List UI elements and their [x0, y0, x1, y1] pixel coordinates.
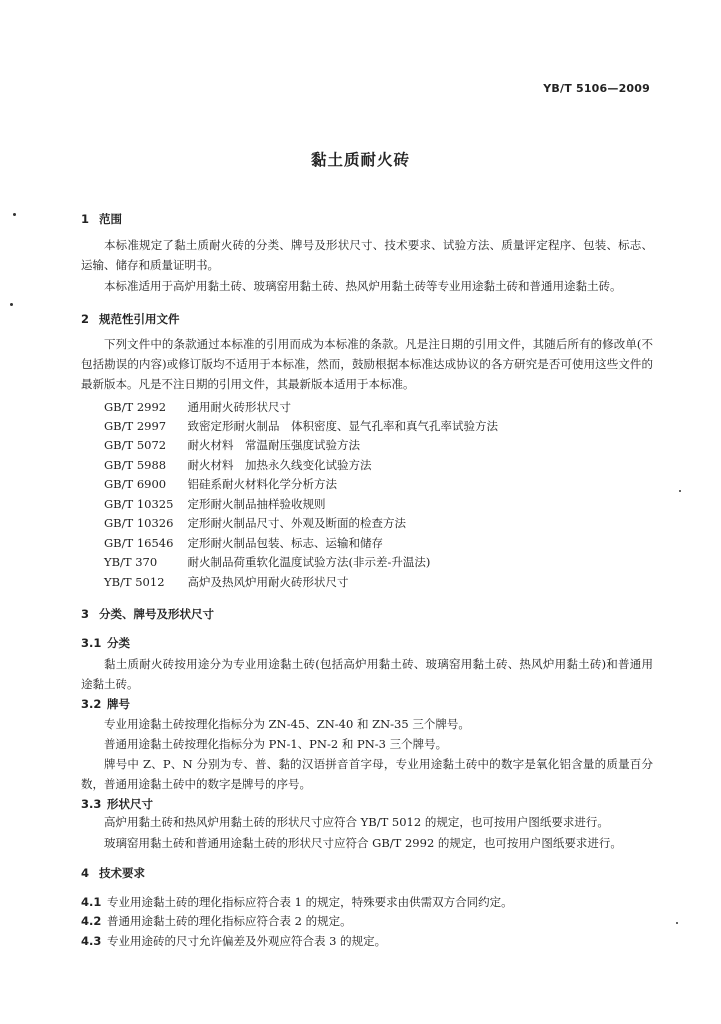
- section-4-heading: [81, 865, 145, 881]
- reference-code: YB/T 370: [104, 555, 158, 569]
- reference-item: [104, 437, 360, 453]
- section-title: 规范性引用文件: [99, 312, 180, 326]
- reference-item: [104, 574, 349, 590]
- subsection-number: 3.3: [81, 797, 102, 811]
- subsection-title: 分类: [107, 636, 130, 650]
- reference-code: GB/T 2992: [104, 400, 167, 414]
- section-title: 技术要求: [99, 866, 145, 880]
- reference-title: 铝硅系耐火材料化学分析方法: [187, 477, 337, 491]
- standard-number: YB/T 5106—2009: [543, 82, 650, 95]
- scan-speck: [10, 303, 13, 306]
- section-number: 1: [81, 212, 90, 226]
- reference-title: 耐火制品荷重软化温度试验方法(非示差-升温法): [187, 555, 431, 569]
- reference-title: 定形耐火制品尺寸、外观及断面的检查方法: [187, 516, 406, 530]
- section-number: 3: [81, 607, 90, 621]
- section-1-heading: [81, 211, 122, 227]
- subsection-title: 牌号: [107, 697, 130, 711]
- scan-speck: [13, 213, 16, 216]
- clause-number: 4.1: [81, 895, 102, 909]
- reference-title: 定形耐火制品包装、标志、运输和储存: [187, 536, 383, 550]
- reference-item: [104, 496, 326, 512]
- subsection-number: 3.1: [81, 636, 102, 650]
- subsection-3-2-paragraph-1: 专业用途黏土砖按理化指标分为 ZN-45、ZN-40 和 ZN-35 三个牌号。: [104, 717, 470, 731]
- section-number: 4: [81, 866, 90, 880]
- reference-code: GB/T 16546: [104, 536, 174, 550]
- clause-text: 普通用途黏土砖的理化指标应符合表 2 的规定。: [107, 914, 352, 928]
- section-1-paragraph-1: 本标准规定了黏土质耐火砖的分类、牌号及形状尺寸、技术要求、试验方法、质量评定程序、包装、标志、运输、储存和质量证明书。: [81, 238, 653, 272]
- subsection-3-1-heading: [81, 635, 130, 651]
- subsection-3-2-paragraph-2: 普通用途黏土砖按理化指标分为 PN-1、PN-2 和 PN-3 三个牌号。: [104, 737, 448, 751]
- clause-4-1: [81, 894, 513, 910]
- reference-title: 耐火材料 加热永久线变化试验方法: [187, 458, 372, 472]
- clause-4-3: [81, 933, 386, 949]
- section-title: 分类、牌号及形状尺寸: [99, 607, 214, 621]
- reference-code: GB/T 5072: [104, 438, 167, 452]
- clause-number: 4.3: [81, 934, 102, 948]
- subsection-3-3-paragraph-2: 玻璃窑用黏土砖和普通用途黏土砖的形状尺寸应符合 GB/T 2992 的规定，也可按用户图纸要求进行。: [104, 836, 622, 850]
- section-3-heading: [81, 606, 214, 622]
- reference-title: 高炉及热风炉用耐火砖形状尺寸: [187, 575, 349, 589]
- subsection-3-2-heading: [81, 696, 130, 712]
- section-1-paragraph-2: 本标准适用于高炉用黏土砖、玻璃窑用黏土砖、热风炉用黏土砖等专业用途黏土砖和普通用途黏土砖。: [104, 279, 622, 293]
- reference-item: [104, 515, 406, 531]
- document-title: 黏土质耐火砖: [310, 151, 410, 169]
- clause-text: 专业用途黏土砖的理化指标应符合表 1 的规定，特殊要求由供需双方合同约定。: [107, 895, 513, 909]
- section-2-heading: [81, 311, 180, 327]
- reference-title: 通用耐火砖形状尺寸: [187, 400, 291, 414]
- scan-speck: [679, 490, 681, 492]
- reference-code: GB/T 2997: [104, 419, 167, 433]
- subsection-3-2-paragraph-3: 牌号中 Z、P、N 分别为专、普、黏的汉语拼音首字母，专业用途黏土砖中的数字是氧化铝含量的质量百分数，普通用途黏土砖中的数字是牌号的序号。: [81, 757, 653, 791]
- clause-text: 专业用途砖的尺寸允许偏差及外观应符合表 3 的规定。: [107, 934, 387, 948]
- clause-number: 4.2: [81, 914, 102, 928]
- reference-code: GB/T 5988: [104, 458, 167, 472]
- section-number: 2: [81, 312, 90, 326]
- section-title: 范围: [99, 212, 122, 226]
- reference-code: GB/T 10325: [104, 497, 174, 511]
- subsection-3-1-paragraph: 黏土质耐火砖按用途分为专业用途黏土砖(包括高炉用黏土砖、玻璃窑用黏土砖、热风炉用黏土砖)和普通用途黏土砖。: [81, 657, 653, 691]
- reference-item: [104, 457, 372, 473]
- reference-code: YB/T 5012: [104, 575, 165, 589]
- scan-speck: [676, 922, 678, 924]
- reference-item: [104, 535, 383, 551]
- reference-title: 耐火材料 常温耐压强度试验方法: [187, 438, 360, 452]
- section-2-paragraph-1: 下列文件中的条款通过本标准的引用而成为本标准的条款。凡是注日期的引用文件，其随后所有的修改单(不包括勘误的内容)或修订版均不适用于本标准，然而，鼓励根据本标准达成协议的各方研究是否可使用这些文件的最新版本。凡是不注日期的引用文件，其最新版本适用于本标准。: [81, 337, 653, 391]
- reference-title: 定形耐火制品抽样验收规则: [187, 497, 326, 511]
- reference-item: [104, 476, 337, 492]
- reference-item: [104, 554, 430, 570]
- subsection-3-3-paragraph-1: 高炉用黏土砖和热风炉用黏土砖的形状尺寸应符合 YB/T 5012 的规定，也可按用户图纸要求进行。: [104, 815, 609, 829]
- reference-title: 致密定形耐火制品 体积密度、显气孔率和真气孔率试验方法: [187, 419, 498, 433]
- subsection-number: 3.2: [81, 697, 102, 711]
- subsection-title: 形状尺寸: [107, 797, 153, 811]
- subsection-3-3-heading: [81, 796, 153, 812]
- reference-code: GB/T 6900: [104, 477, 167, 491]
- reference-item: [104, 399, 291, 415]
- reference-item: [104, 418, 498, 434]
- clause-4-2: [81, 913, 352, 929]
- reference-code: GB/T 10326: [104, 516, 174, 530]
